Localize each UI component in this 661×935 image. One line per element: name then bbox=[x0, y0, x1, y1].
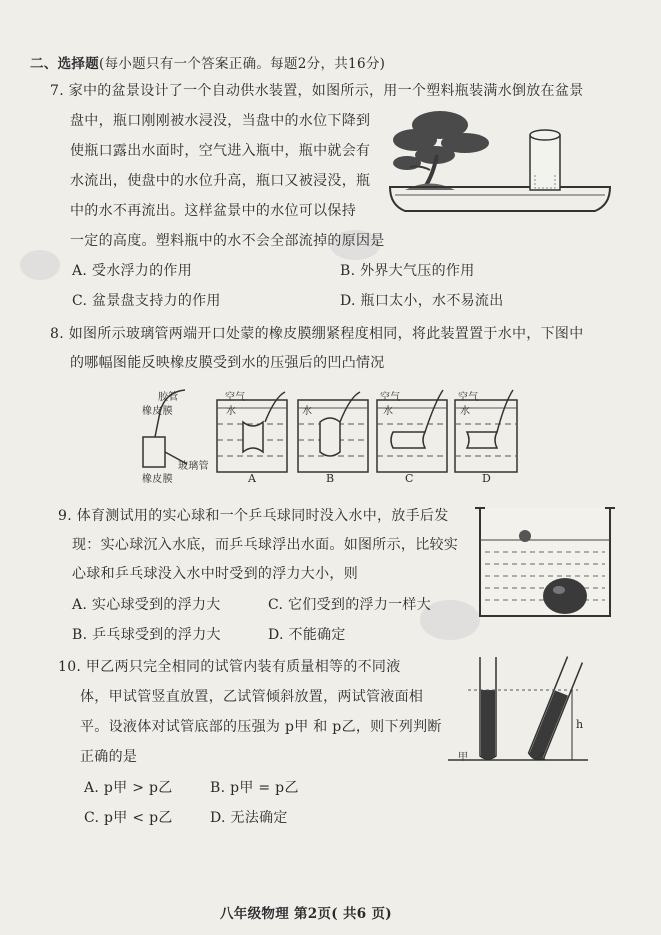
label-tube: 胶管 bbox=[158, 392, 179, 403]
label-water-c: 水 bbox=[383, 406, 394, 417]
section-note: (每小题只有一个答案正确。每题2分，共16分) bbox=[99, 56, 386, 72]
q10-option-a: A. p甲 > p乙 bbox=[84, 780, 173, 796]
q10-option-d: D. 无法确定 bbox=[210, 810, 288, 826]
q9-option-d: D. 不能确定 bbox=[268, 627, 346, 643]
q7-line-1: 7. 家中的盆景设计了一个自动供水装置，如图所示，用一个塑料瓶装满水倒放在盆景 bbox=[50, 83, 584, 99]
q7-line-4: 水流出，使盘中的水位升高，瓶口又被浸没，瓶 bbox=[70, 173, 371, 189]
page-footer: 八年级物理 第2页( 共6 页) bbox=[220, 906, 392, 922]
paper-stain bbox=[20, 250, 60, 280]
label-glass: 玻璃管 bbox=[178, 461, 209, 472]
q9-line-2: 现：实心球沉入水底，而乒乓球浮出水面。如图所示，比较实 bbox=[72, 537, 459, 553]
q7-line-6: 一定的高度。塑料瓶中的水不会全部流掉的原因是 bbox=[70, 233, 385, 249]
bonsai-figure bbox=[385, 95, 620, 220]
q10-line-4: 正确的是 bbox=[80, 749, 138, 765]
q10-line-1: 10. 甲乙两只完全相同的试管内装有质量相等的不同液 bbox=[58, 659, 401, 675]
label-height-h: h bbox=[576, 718, 584, 731]
bottle-icon bbox=[530, 130, 560, 190]
label-membrane-top: 橡皮膜 bbox=[142, 406, 173, 417]
q9-option-a: A. 实心球受到的浮力大 bbox=[72, 597, 221, 613]
label-water-d: 水 bbox=[460, 406, 471, 417]
q10-option-c: C. p甲 < p乙 bbox=[84, 810, 173, 826]
q7-option-c: C. 盆景盘支持力的作用 bbox=[72, 293, 221, 309]
test-tubes-figure bbox=[448, 652, 588, 772]
choice-a: A bbox=[248, 472, 257, 485]
label-water-b: 水 bbox=[302, 406, 313, 417]
choice-b: B bbox=[326, 472, 335, 485]
bonsai-tree-icon bbox=[393, 111, 489, 170]
q8-line-1: 8. 如图所示玻璃管两端开口处蒙的橡皮膜绷紧程度相同，将此装置置于水中，下图中 bbox=[50, 326, 584, 342]
choice-c: C bbox=[405, 472, 414, 485]
q10-line-2: 体，甲试管竖直放置，乙试管倾斜放置，两试管液面相 bbox=[80, 689, 424, 705]
q7-line-2: 盘中，瓶口刚刚被水浸没，当盘中的水位下降到 bbox=[70, 113, 371, 129]
q7-option-b: B. 外界大气压的作用 bbox=[340, 263, 475, 279]
q7-line-3: 使瓶口露出水面时，空气进入瓶中，瓶中就会有 bbox=[70, 143, 371, 159]
label-water-a: 水 bbox=[226, 406, 237, 417]
label-air-a: 空气 bbox=[225, 392, 246, 403]
label-tube-yi: 乙 bbox=[536, 752, 547, 763]
label-membrane-bottom: 橡皮膜 bbox=[142, 474, 173, 485]
balls-in-water-figure bbox=[475, 500, 615, 622]
q9-line-1: 9. 体育测试用的实心球和一个乒乓球同时没入水中，放手后发 bbox=[58, 508, 449, 524]
q10-option-b: B. p甲 = p乙 bbox=[210, 780, 299, 796]
ping-pong-ball-icon bbox=[519, 530, 531, 542]
section-title bbox=[30, 52, 385, 72]
q7-option-d: D. 瓶口太小，水不易流出 bbox=[340, 293, 504, 309]
q7-line-5: 中的水不再流出。这样盆景中的水位可以保持 bbox=[70, 203, 356, 219]
q7-option-a: A. 受水浮力的作用 bbox=[72, 263, 193, 279]
solid-ball-icon bbox=[543, 578, 587, 614]
q9-line-3: 心球和乒乓球没入水中时受到的浮力大小，则 bbox=[72, 566, 358, 582]
q9-option-b: B. 乒乓球受到的浮力大 bbox=[72, 627, 221, 643]
choice-d: D bbox=[482, 472, 492, 485]
label-air-d: 空气 bbox=[458, 392, 479, 403]
q9-option-c: C. 它们受到的浮力一样大 bbox=[268, 597, 432, 613]
label-tube-jia: 甲 bbox=[458, 752, 469, 763]
section-title-text: 二、选择题 bbox=[30, 56, 99, 72]
q8-line-2: 的哪幅图能反映橡皮膜受到水的压强后的凹凸情况 bbox=[70, 355, 385, 371]
q10-line-3: 平。设液体对试管底部的压强为 p甲 和 p乙，则下列判断 bbox=[80, 719, 442, 735]
label-air-c: 空气 bbox=[380, 392, 401, 403]
